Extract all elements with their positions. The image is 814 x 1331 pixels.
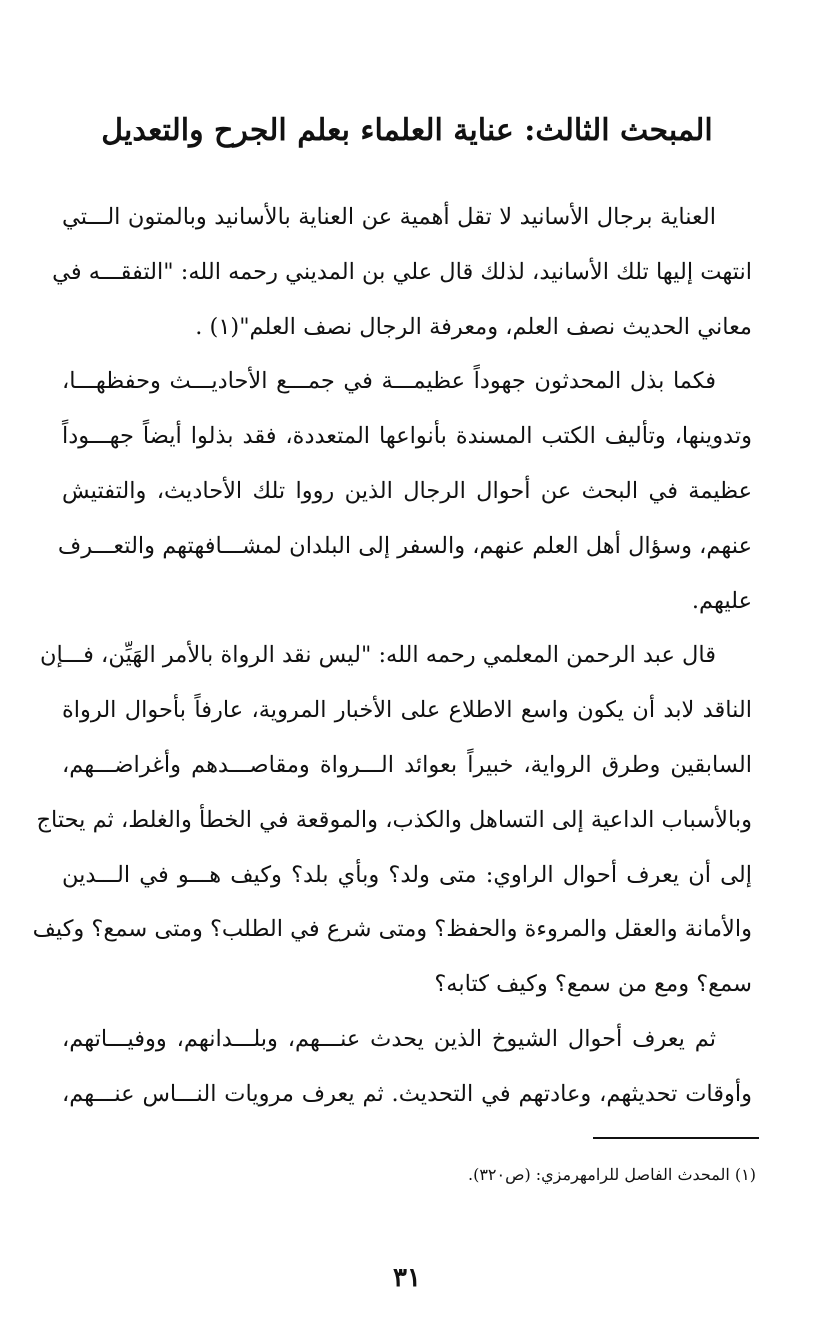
text-line: قال عبد الرحمن المعلمي رحمه الله: "ليس نقد الرواة بالأمر الهَيِّن، فـــإن: [40, 642, 716, 669]
text-line: وبالأسباب الداعية إلى التساهل والكذب، والموقعة في الخطأ والغلط، ثم يحتاج: [36, 806, 752, 833]
text-line: عليهم.: [691, 587, 752, 614]
page-number: ٣١: [393, 1263, 421, 1293]
text-line: إلى أن يعرف أحوال الراوي: متى ولد؟ وبأي بلد؟ وكيف هـــو في الـــدين: [62, 861, 752, 888]
text-line: السابقين وطرق الرواية، خبيراً بعوائد الـــرواة ومقاصـــدهم وأغراضـــهم،: [62, 751, 752, 778]
section-heading: المبحث الثالث: عناية العلماء بعلم الجرح والتعديل: [101, 113, 713, 148]
text-line: سمع؟ ومع من سمع؟ وكيف كتابه؟: [434, 971, 752, 998]
text-line: الناقد لابد أن يكون واسع الاطلاع على الأخبار المروية، عارفاً بأحوال الرواة: [62, 697, 752, 724]
text-line: العناية برجال الأسانيد لا تقل أهمية عن العناية بالأسانيد وبالمتون الـــتي: [62, 204, 716, 230]
text-line: وتدوينها، وتأليف الكتب المسندة بأنواعها المتعددة، فقد بذلوا أيضاً جهـــوداً: [62, 423, 752, 450]
text-line: انتهت إليها تلك الأسانيد، لذلك قال علي بن المديني رحمه الله: "التفقـــه في: [52, 258, 752, 285]
text-line: وأوقات تحديثهم، وعادتهم في التحديث. ثم يعرف مرويات النـــاس عنـــهم،: [62, 1080, 752, 1107]
text-line: والأمانة والعقل والمروءة والحفظ؟ ومتى شرع في الطلب؟ ومتى سمع؟ وكيف: [32, 916, 752, 943]
footnote-divider: [593, 1137, 759, 1139]
text-line: معاني الحديث نصف العلم، ومعرفة الرجال نصف العلم"(١) .: [195, 313, 752, 340]
footnote: (١) المحدث الفاصل للرامهرمزي: (ص٣٢٠).: [467, 1165, 756, 1184]
body-text: [32, 190, 752, 1122]
text-line: عظيمة في البحث عن أحوال الرجال الذين رووا تلك الأحاديث، والتفتيش: [62, 477, 752, 504]
text-line: عنهم، وسؤال أهل العلم عنهم، والسفر إلى البلدان لمشـــافهتهم والتعـــرف: [57, 532, 752, 559]
text-line: فكما بذل المحدثون جهوداً عظيمـــة في جمـــع الأحاديـــث وحفظهـــا،: [62, 368, 716, 395]
text-line: ثم يعرف أحوال الشيوخ الذين يحدث عنـــهم، وبلـــدانهم، ووفيـــاتهم،: [62, 1025, 716, 1052]
